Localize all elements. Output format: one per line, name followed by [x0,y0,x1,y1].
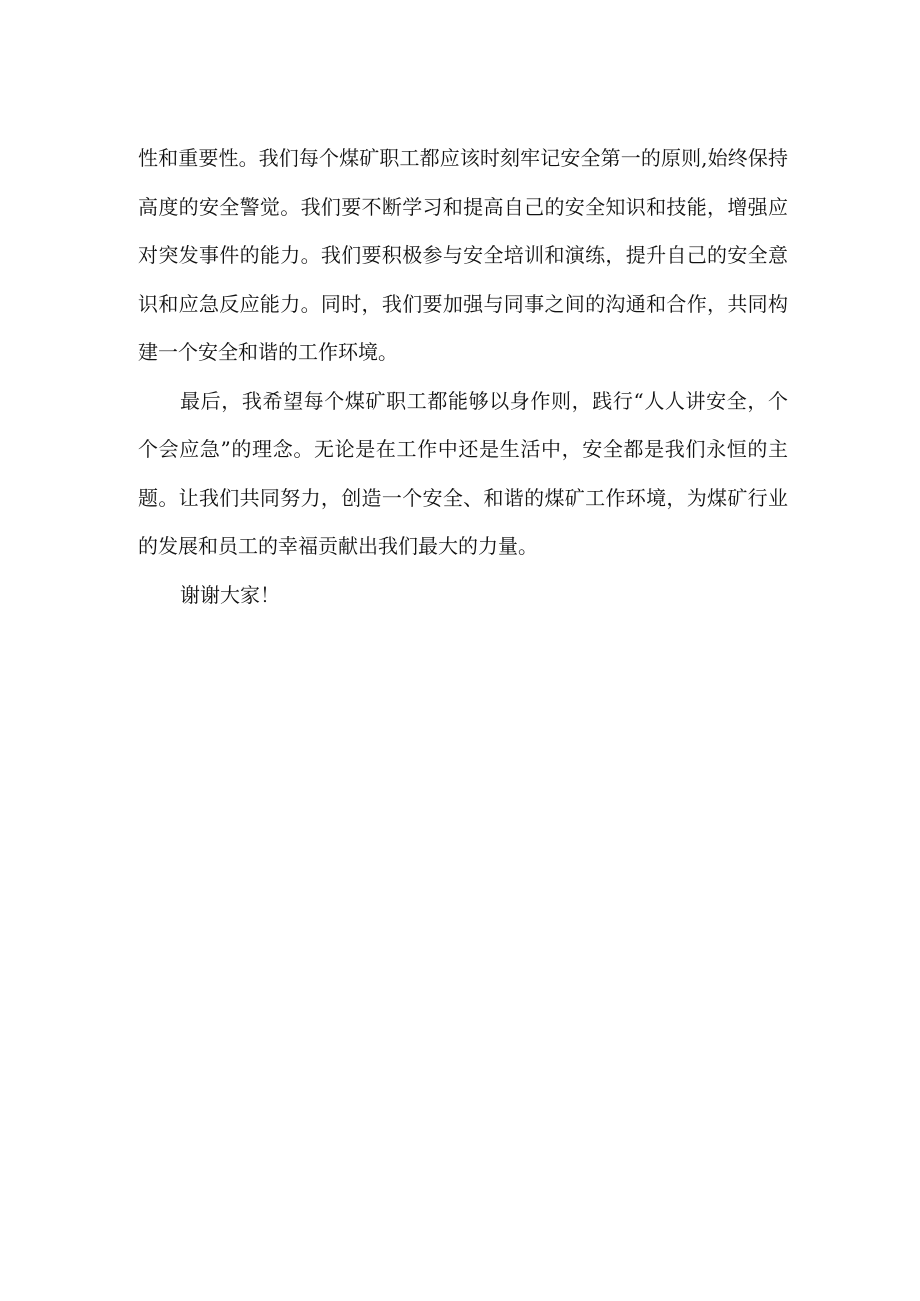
paragraph-2 [138,377,788,571]
paragraph-line: 的发展和员工的幸福贡献出我们最大的力量。 [138,534,538,558]
paragraph-line: 性和重要性。我们每个煤矿职工都应该时刻牢记安全第一的原则,始终保持 [138,146,788,170]
closing-paragraph [138,571,788,620]
document-body [138,134,788,619]
paragraph-line: 题。让我们共同努力，创造一个安全、和谐的煤矿工作环境，为煤矿行业 [138,485,788,510]
paragraph-line: 建一个安全和谐的工作环境。 [138,340,398,364]
paragraph-line: 最后，我希望每个煤矿职工都能够以身作则，践行“人人讲安全，个 [180,388,788,413]
paragraph-1 [138,134,788,377]
paragraph-line: 识和应急反应能力。同时，我们要加强与同事之间的沟通和合作，共同构 [138,291,788,316]
paragraph-line: 对突发事件的能力。我们要积极参与安全培训和演练，提升自己的安全意 [138,243,788,267]
paragraph-line: 个会应急”的理念。无论是在工作中还是生活中，安全都是我们永恒的主 [138,437,788,461]
closing-line: 谢谢大家！ [180,582,280,607]
paragraph-line: 高度的安全警觉。我们要不断学习和提高自己的安全知识和技能，增强应 [138,194,788,219]
